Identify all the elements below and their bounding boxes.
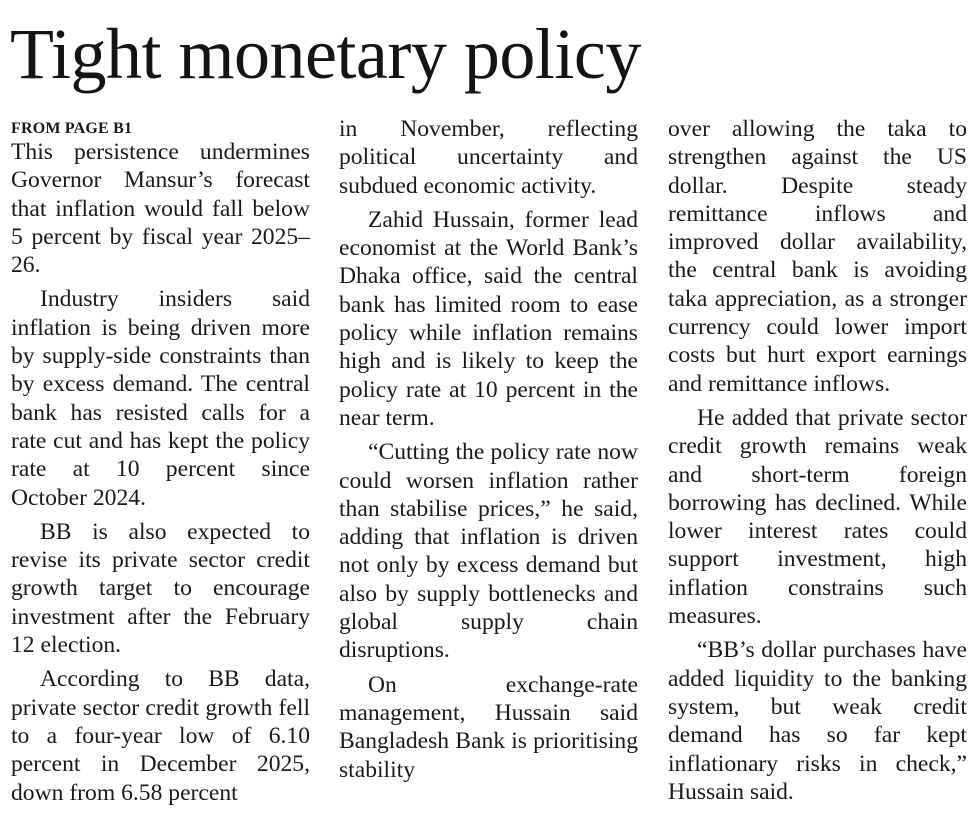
- article-paragraph: “BB’s dollar purchases have added liquidity to the banking system, but weak credit demand has so far kept inflationary risks in check,” Hussain said.: [668, 637, 967, 805]
- article-paragraph: This persistence undermines Governor Mansur’s forecast that inflation would fall below 5 percent by fiscal year 2025–26.: [11, 139, 310, 279]
- article-paragraph: Industry insiders said inflation is being driven more by supply-side constraints than by excess demand. The central bank has resisted calls for a rate cut and has kept the policy rate at 10 percent since October 2024.: [11, 286, 310, 511]
- headline: Tight monetary policy: [10, 14, 641, 94]
- article-paragraph: in November, reflecting political uncertainty and subdued economic activity.: [339, 116, 638, 199]
- continuation-kicker: FROM PAGE B1: [11, 120, 133, 137]
- article-paragraph: “Cutting the policy rate now could worsen inflation rather than stabilise prices,” he said, adding that inflation is driven not only by excess demand but also by supply bottlenecks and global supply chain disruptions.: [339, 439, 638, 664]
- article-paragraph: According to BB data, private sector credit growth fell to a four-year low of 6.10 percent in December 2025, down from 6.58 percent: [11, 666, 310, 806]
- article-paragraph: over allowing the taka to strengthen against the US dollar. Despite steady remittance inflows and improved dollar availability, the central bank is avoiding taka appreciation, as a stronger currency could lower import costs but hurt export earnings and remittance inflows.: [668, 116, 967, 397]
- article-paragraph: Zahid Hussain, former lead economist at the World Bank’s Dhaka office, said the central bank has limited room to ease policy while inflation remains high and is likely to keep the policy rate at 10 percent in the near term.: [339, 206, 638, 431]
- article-column-3: [668, 118, 967, 806]
- article-paragraph: He added that private sector credit growth remains weak and short-term foreign borrowing has declined. While lower interest rates could support investment, high inflation constrains such measures.: [668, 404, 967, 630]
- article-paragraph: BB is also expected to revise its private sector credit growth target to encourage investment after the February 12 election.: [11, 518, 310, 659]
- article-paragraph: On exchange-rate management, Hussain said Bangladesh Bank is prioritising stability: [339, 671, 638, 783]
- article-column-2: [339, 118, 638, 784]
- article-column-1: [11, 118, 310, 807]
